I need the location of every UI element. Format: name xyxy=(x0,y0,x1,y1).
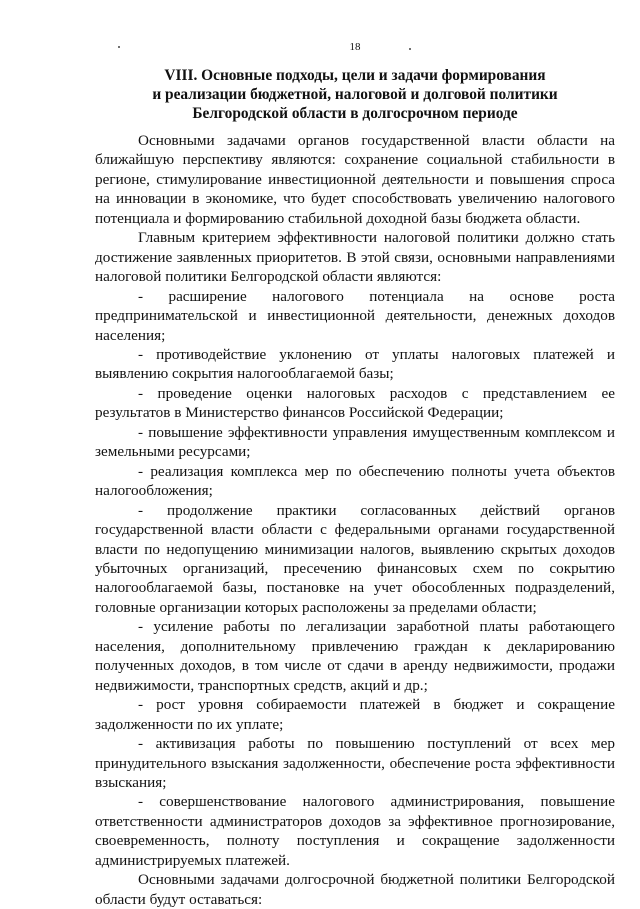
section-heading xyxy=(95,66,615,123)
scan-speck xyxy=(409,48,411,50)
page-number: 18 xyxy=(349,41,361,53)
section-heading-line-3: Белгородской области в долгосрочном периоде xyxy=(192,105,518,122)
list-item-tax-administration: - совершенствование налогового администрирования, повышение ответственности администраторов доходов за эффективное прогнозирование, своевременность, полноту поступления и сокращение задолженности администрируемых платежей. xyxy=(95,793,615,869)
list-item-tax-potential: - расширение налогового потенциала на основе роста предпринимательской и инвестиционной деятельности, денежных доходов населения; xyxy=(95,287,615,344)
body-text xyxy=(95,131,615,909)
scan-speck xyxy=(118,46,120,48)
list-item-wage-legalization: - усиление работы по легализации заработной платы работающего населения, дополнительному привлечению граждан к декларированию полученных доходов, в том числе от сдачи в аренду недвижимости, продажи недвижимости, транспортных средств, акций и др.; xyxy=(95,618,615,694)
list-item-property-management: - повышение эффективности управления имущественным комплексом и земельными ресурсами; xyxy=(95,423,615,461)
list-item-tax-expenditure-assessment: - проведение оценки налоговых расходов с представлением ее результатов в Министерство финансов Российской Федерации; xyxy=(95,384,615,422)
list-item-collection-rate: - рост уровня собираемости платежей в бюджет и сокращение задолженности по их уплате; xyxy=(95,696,615,733)
paragraph-tax-criterion: Главным критерием эффективности налоговой политики должно стать достижение заявленных приоритетов. В этой связи, основными направлениями налоговой политики Белгородской области являются: xyxy=(95,229,615,286)
section-heading-line-1: VIII. Основные подходы, цели и задачи формирования xyxy=(164,67,546,84)
list-item-taxable-objects: - реализация комплекса мер по обеспечению полноты учета объектов налогообложения; xyxy=(95,462,615,500)
paragraph-tasks-intro: Основными задачами органов государственной власти области на ближайшую перспективу являются: сохранение социальной стабильности в регионе, стимулирование инвестиционной деятельности и повышения спроса на инновации в экономике, что будет способствовать увеличению налогового потенциала и формированию стабильной доходной базы бюджета области. xyxy=(95,132,615,227)
list-item-tax-evasion: - противодействие уклонению от уплаты налоговых платежей и выявлению сокрытия налогооблагаемой базы; xyxy=(95,345,615,383)
section-heading-line-2: и реализации бюджетной, налоговой и долговой политики xyxy=(152,86,558,103)
paragraph-budget-policy-tasks: Основными задачами долгосрочной бюджетной политики Белгородской области будут оставаться: xyxy=(95,871,615,908)
list-item-coordinated-actions: - продолжение практики согласованных действий органов государственной власти области с федеральными органами государственной власти по недопущению минимизации налогов, выявлению скрытых доходов убыточных организаций, пресечению финансовых схем по сокрытию налогооблагаемой базы, постановке на учет обособленных подразделений, головные организации которых расположены за пределами области; xyxy=(95,501,615,616)
list-item-enforced-collection: - активизация работы по повышению поступлений от всех мер принудительного взыскания задолженности, обеспечение роста эффективности взыскания; xyxy=(95,735,615,791)
